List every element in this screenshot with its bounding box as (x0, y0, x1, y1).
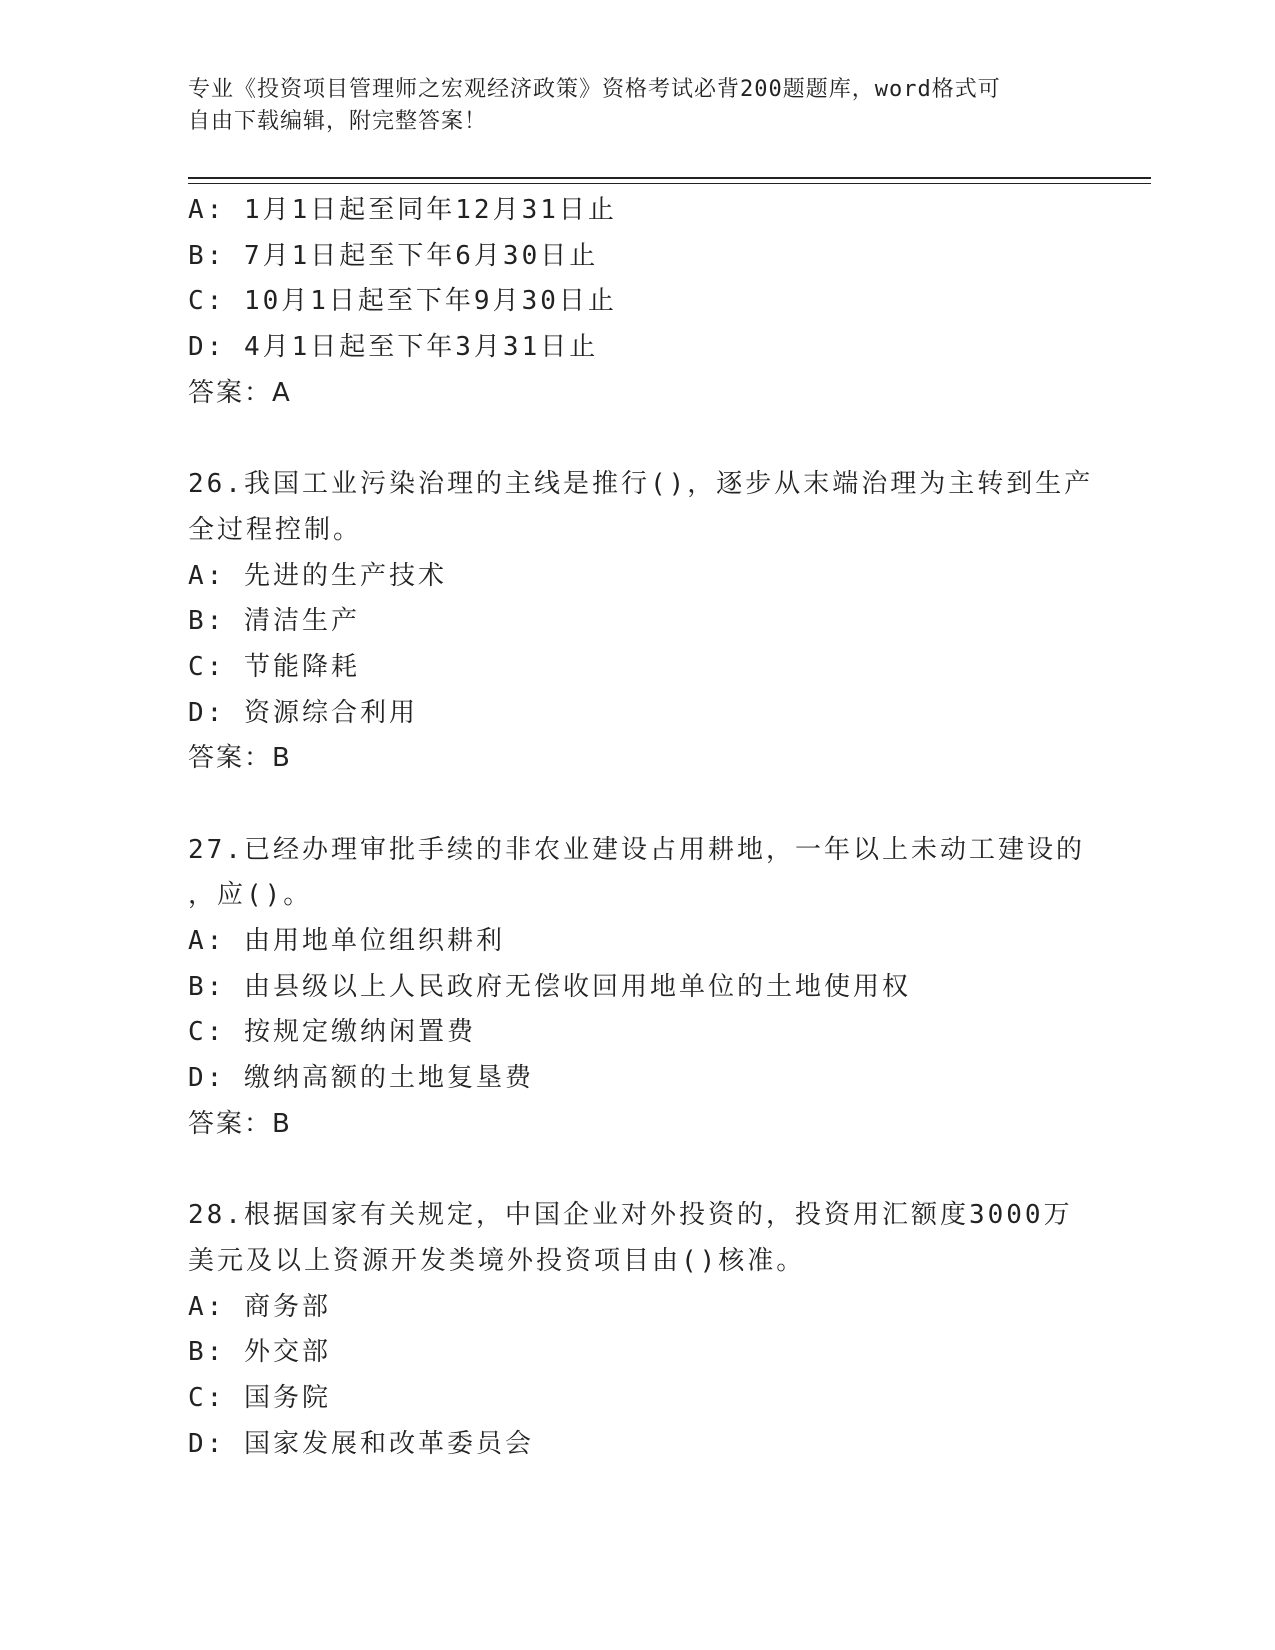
header-line-2: 自由下载编辑，附完整答案！ (188, 109, 488, 134)
option-d: D: 4月1日起至下年3月31日止 (188, 332, 599, 363)
question-27-block (188, 828, 1088, 1148)
question-stem-line-1: 27.已经办理审批手续的非农业建设占用耕地，一年以上未动工建设的 (188, 834, 1085, 865)
question-list (188, 188, 1094, 1467)
question-26-block (188, 462, 1094, 782)
header-rule-thick (188, 177, 1151, 179)
question-stem-line-2: 全过程控制。 (188, 514, 363, 545)
option-b: B: 外交部 (188, 1337, 331, 1368)
question-stem-line-1: 26.我国工业污染治理的主线是推行()，逐步从末端治理为主转到生产 (188, 469, 1094, 500)
option-b: B: 由县级以上人民政府无偿收回用地单位的土地使用权 (188, 971, 911, 1002)
question-28-block (188, 1193, 1088, 1467)
option-b: B: 7月1日起至下年6月30日止 (188, 240, 599, 271)
answer-line: 答案：B (188, 1108, 292, 1139)
question-stem-line-1: 28.根据国家有关规定，中国企业对外投资的，投资用汇额度3000万 (188, 1200, 1073, 1231)
option-a: A: 1月1日起至同年12月31日止 (188, 195, 617, 225)
option-c: C: 节能降耗 (188, 651, 360, 682)
option-a: A: 商务部 (188, 1291, 331, 1322)
option-a: A: 先进的生产技术 (188, 560, 447, 591)
option-c: C: 按规定缴纳闲置费 (188, 1017, 476, 1048)
header-line-1: 专业《投资项目管理师之宏观经济政策》资格考试必背200题题库，word格式可 (188, 77, 1001, 102)
option-d: D: 资源综合利用 (188, 697, 418, 728)
document-header (188, 74, 1088, 138)
option-c: C: 10月1日起至下年9月30日止 (188, 286, 617, 317)
question-stem-line-2: ，应()。 (188, 880, 313, 911)
answer-line: 答案：A (188, 377, 292, 408)
option-a: A: 由用地单位组织耕利 (188, 926, 505, 956)
header-rule-thin (188, 183, 1151, 184)
option-b: B: 清洁生产 (188, 606, 360, 637)
option-d: D: 缴纳高额的土地复垦费 (188, 1063, 534, 1094)
option-c: C: 国务院 (188, 1382, 331, 1413)
option-d: D: 国家发展和改革委员会 (188, 1428, 534, 1459)
answer-line: 答案：B (188, 743, 292, 774)
question-stem-line-2: 美元及以上资源开发类境外投资项目由()核准。 (188, 1245, 806, 1276)
question-25-block (188, 188, 1088, 416)
